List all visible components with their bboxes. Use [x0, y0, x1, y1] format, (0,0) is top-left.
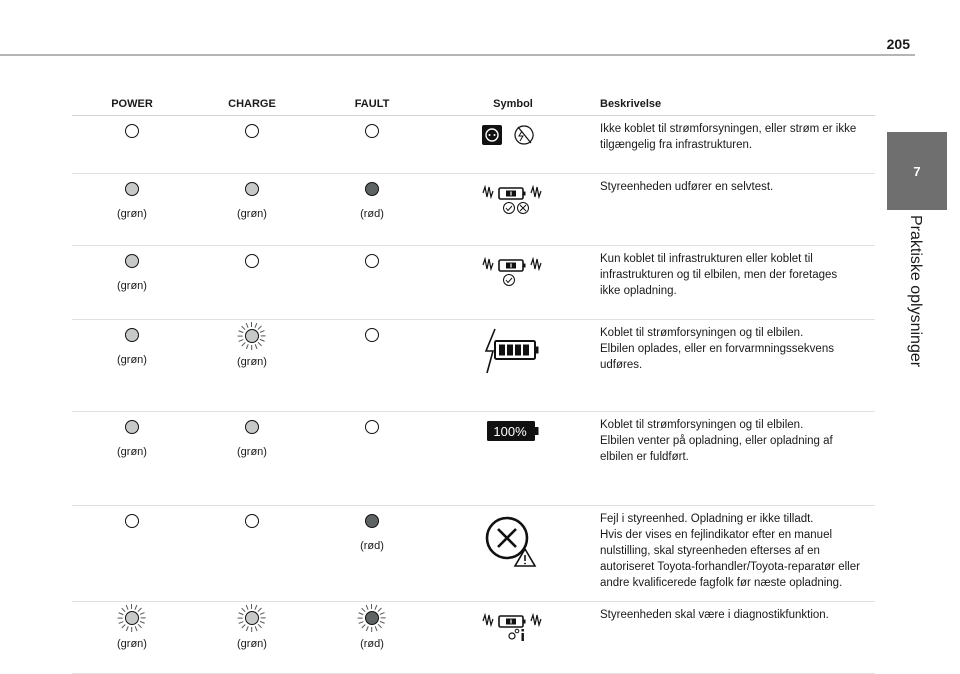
power-indicator [72, 116, 192, 138]
charge-blink-rays [237, 603, 267, 633]
power-cell [72, 506, 192, 602]
blink-ray [118, 621, 123, 624]
blink-ray [378, 608, 382, 612]
fault-cell [312, 174, 432, 246]
symbol-cell [432, 320, 594, 412]
blink-ray [371, 604, 372, 609]
power-indicator [72, 506, 192, 528]
blink-ray [238, 617, 243, 618]
fault-cell [312, 412, 432, 506]
blink-ray [246, 626, 249, 631]
symbol-wrapper [432, 412, 594, 444]
table-row [72, 412, 875, 506]
power-indicator [72, 246, 192, 292]
fault-indicator [312, 506, 432, 552]
description-line: Kun koblet til infrastrukturen eller koblet til [600, 253, 813, 265]
blink-ray [254, 605, 257, 610]
charge-indicator [192, 506, 312, 528]
power-indicator [72, 174, 192, 220]
power-indicator [72, 320, 192, 366]
fault-lamp-red [365, 182, 379, 196]
blink-ray [258, 342, 262, 346]
description-line: ikke opladning. [600, 285, 677, 297]
header-power: POWER [72, 92, 192, 116]
symbol-cell [432, 246, 594, 320]
blink-ray [246, 605, 249, 610]
blink-ray [121, 624, 125, 628]
description-line: Ikke koblet til strømforsyningen, eller strøm er ikke [600, 123, 857, 135]
power-cell [72, 116, 192, 174]
power-cell [72, 174, 192, 246]
fault-warning-icon [481, 512, 545, 570]
blink-ray [260, 621, 265, 624]
blink-ray [118, 612, 123, 615]
fault-lamp-red [365, 514, 379, 528]
description-cell [594, 506, 875, 602]
blink-ray [251, 322, 252, 327]
power-lamp-green [125, 254, 139, 268]
chapter-title-container [886, 215, 946, 375]
page-number: 205 [886, 36, 910, 52]
description-line: Hvis der vises en fejlindikator efter en manuel [600, 529, 833, 541]
symbol-wrapper [432, 116, 594, 148]
fault-color-label: (rød) [360, 208, 384, 220]
blink-ray [241, 326, 245, 330]
table-row [72, 320, 875, 412]
fault-indicator [312, 174, 432, 220]
self-test-icon [481, 180, 545, 216]
blink-ray [260, 612, 265, 615]
fault-indicator [312, 412, 432, 434]
fault-lamp-red-blinking [365, 611, 379, 625]
description-line: Koblet til strømforsyningen og til elbilen. [600, 419, 804, 431]
description-line: infrastrukturen og til elbilen, men der foretages [600, 269, 838, 281]
description-line: Koblet til strømforsyningen og til elbilen. [600, 327, 804, 339]
fault-cell [312, 246, 432, 320]
charge-lamp-off [245, 124, 259, 138]
chapter-tab [887, 132, 947, 210]
blink-ray [238, 335, 243, 336]
fault-lamp-off [365, 328, 379, 342]
blink-ray [241, 342, 245, 346]
fault-cell [312, 116, 432, 174]
power-color-label: (grøn) [117, 354, 147, 366]
blink-ray [358, 612, 363, 615]
blink-ray [251, 604, 252, 609]
blink-ray [238, 612, 243, 615]
blink-ray [378, 624, 382, 628]
header-rule [0, 54, 915, 56]
blink-ray [251, 627, 252, 632]
symbol-cell [432, 116, 594, 174]
blink-ray [238, 339, 243, 342]
fault-lamp-off [365, 124, 379, 138]
description-line: Styreenheden udfører en selvtest. [600, 181, 774, 193]
battery-full-icon [485, 418, 541, 444]
description-line: Elbilen oplades, eller en forvarmningssekvens [600, 343, 834, 355]
power-blink-rays [117, 603, 147, 633]
blink-ray [258, 608, 262, 612]
power-color-label: (grøn) [117, 446, 147, 458]
symbol-wrapper [432, 246, 594, 288]
fault-indicator [312, 320, 432, 342]
description-cell [594, 116, 875, 174]
symbol-cell [432, 602, 594, 674]
blink-ray [138, 608, 142, 612]
description-line: Styreenheden skal være i diagnostikfunktion. [600, 609, 829, 621]
power-indicator [72, 412, 192, 458]
charge-cell [192, 412, 312, 506]
fault-indicator [312, 602, 432, 650]
charge-lamp-off [245, 514, 259, 528]
fault-color-label: (rød) [360, 638, 384, 650]
blink-ray [126, 605, 129, 610]
power-indicator [72, 602, 192, 650]
blink-ray [118, 617, 123, 618]
blink-ray [138, 624, 142, 628]
blink-ray [131, 604, 132, 609]
blink-ray [261, 335, 266, 336]
power-color-label: (grøn) [117, 280, 147, 292]
blink-ray [140, 612, 145, 615]
fault-indicator [312, 246, 432, 268]
blink-ray [134, 605, 137, 610]
power-lamp-green-blinking [125, 611, 139, 625]
table-body [72, 116, 875, 674]
charge-lamp-off [245, 254, 259, 268]
description-line: Fejl i styreenhed. Opladning er ikke tilladt. [600, 513, 814, 525]
blink-ray [241, 624, 245, 628]
battery-percent-label: 100% [493, 424, 527, 439]
description-cell [594, 174, 875, 246]
description-line: Elbilen venter på opladning, eller opladning af [600, 435, 833, 447]
power-color-label: (grøn) [117, 208, 147, 220]
power-cell [72, 602, 192, 674]
header-fault: FAULT [312, 92, 432, 116]
header-description: Beskrivelse [594, 92, 875, 116]
chapter-number: 7 [913, 163, 921, 179]
blink-ray [126, 626, 129, 631]
blink-ray [246, 344, 249, 349]
description-cell [594, 412, 875, 506]
table-row [72, 602, 875, 674]
blink-ray [258, 326, 262, 330]
blink-ray [121, 608, 125, 612]
header-charge: CHARGE [192, 92, 312, 116]
blink-ray [358, 617, 363, 618]
charge-cell [192, 174, 312, 246]
power-lamp-off [125, 514, 139, 528]
blink-ray [255, 344, 258, 349]
symbol-cell [432, 506, 594, 602]
description-line: elbilen er fuldført. [600, 451, 689, 463]
blink-ray [381, 617, 386, 618]
blink-ray [371, 627, 372, 632]
charge-cell [192, 320, 312, 412]
fault-lamp-off [365, 254, 379, 268]
description-cell [594, 602, 875, 674]
blink-ray [361, 624, 365, 628]
power-cell [72, 246, 192, 320]
charge-indicator [192, 412, 312, 458]
blink-ray [366, 626, 369, 631]
charge-cell [192, 246, 312, 320]
description-line: nulstilling, skal styreenheden efterses af en [600, 545, 820, 557]
symbol-wrapper [432, 506, 594, 570]
blink-ray [380, 612, 385, 615]
symbol-cell [432, 174, 594, 246]
fault-cell [312, 320, 432, 412]
fault-indicator [312, 116, 432, 138]
charge-indicator [192, 320, 312, 368]
blink-ray [251, 345, 252, 350]
charge-lamp-green [245, 420, 259, 434]
description-cell [594, 320, 875, 412]
charge-color-label: (grøn) [237, 356, 267, 368]
symbol-wrapper [432, 602, 594, 644]
charge-cell [192, 506, 312, 602]
status-table [72, 92, 875, 674]
charge-cell [192, 116, 312, 174]
blink-ray [361, 608, 365, 612]
charge-indicator [192, 246, 312, 268]
power-lamp-green [125, 328, 139, 342]
table-row [72, 174, 875, 246]
blink-ray [258, 624, 262, 628]
symbol-cell [432, 412, 594, 506]
header-symbol: Symbol [432, 92, 594, 116]
blink-ray [261, 617, 266, 618]
blink-ray [380, 621, 385, 624]
charge-blink-rays [237, 321, 267, 351]
blink-ray [135, 626, 138, 631]
blink-ray [140, 621, 145, 624]
symbol-wrapper [432, 320, 594, 376]
description-line: tilgængelig fra infrastrukturen. [600, 139, 753, 151]
blink-ray [358, 621, 363, 624]
charge-indicator [192, 116, 312, 138]
power-cell [72, 320, 192, 412]
charge-cell [192, 602, 312, 674]
blink-ray [366, 605, 369, 610]
header-row [72, 92, 875, 116]
symbol-wrapper [432, 174, 594, 216]
fault-lamp-off [365, 420, 379, 434]
blink-ray [254, 323, 257, 328]
plug-disconnected-icon [478, 122, 548, 148]
power-color-label: (grøn) [117, 638, 147, 650]
charge-indicator [192, 174, 312, 220]
blink-ray [131, 627, 132, 632]
power-lamp-off [125, 124, 139, 138]
description-cell [594, 246, 875, 320]
blink-ray [375, 626, 378, 631]
blink-ray [260, 339, 265, 342]
charge-lamp-green-blinking [245, 329, 259, 343]
connected-no-charge-icon [481, 252, 545, 288]
blink-ray [141, 617, 146, 618]
description-line: udføres. [600, 359, 643, 371]
chapter-title: Praktiske oplysninger [907, 215, 924, 368]
blink-ray [241, 608, 245, 612]
table-row [72, 506, 875, 602]
blink-ray [238, 621, 243, 624]
blink-ray [260, 330, 265, 333]
charging-battery-icon [481, 326, 545, 376]
diagnostic-icon [481, 608, 545, 644]
charge-color-label: (grøn) [237, 208, 267, 220]
charge-color-label: (grøn) [237, 446, 267, 458]
blink-ray [238, 330, 243, 333]
power-lamp-green [125, 420, 139, 434]
description-line: autoriseret Toyota-forhandler/Toyota-reparatør eller [600, 561, 860, 573]
table-row [72, 116, 875, 174]
blink-ray [374, 605, 377, 610]
power-lamp-green [125, 182, 139, 196]
charge-color-label: (grøn) [237, 638, 267, 650]
description-line: andre kvalificerede fagfolk før næste opladning. [600, 577, 843, 589]
table-row [72, 246, 875, 320]
power-cell [72, 412, 192, 506]
charge-lamp-green-blinking [245, 611, 259, 625]
blink-ray [255, 626, 258, 631]
charge-indicator [192, 602, 312, 650]
fault-blink-rays [357, 603, 387, 633]
fault-color-label: (rød) [360, 540, 384, 552]
charge-lamp-green [245, 182, 259, 196]
fault-cell [312, 506, 432, 602]
blink-ray [246, 323, 249, 328]
fault-cell [312, 602, 432, 674]
